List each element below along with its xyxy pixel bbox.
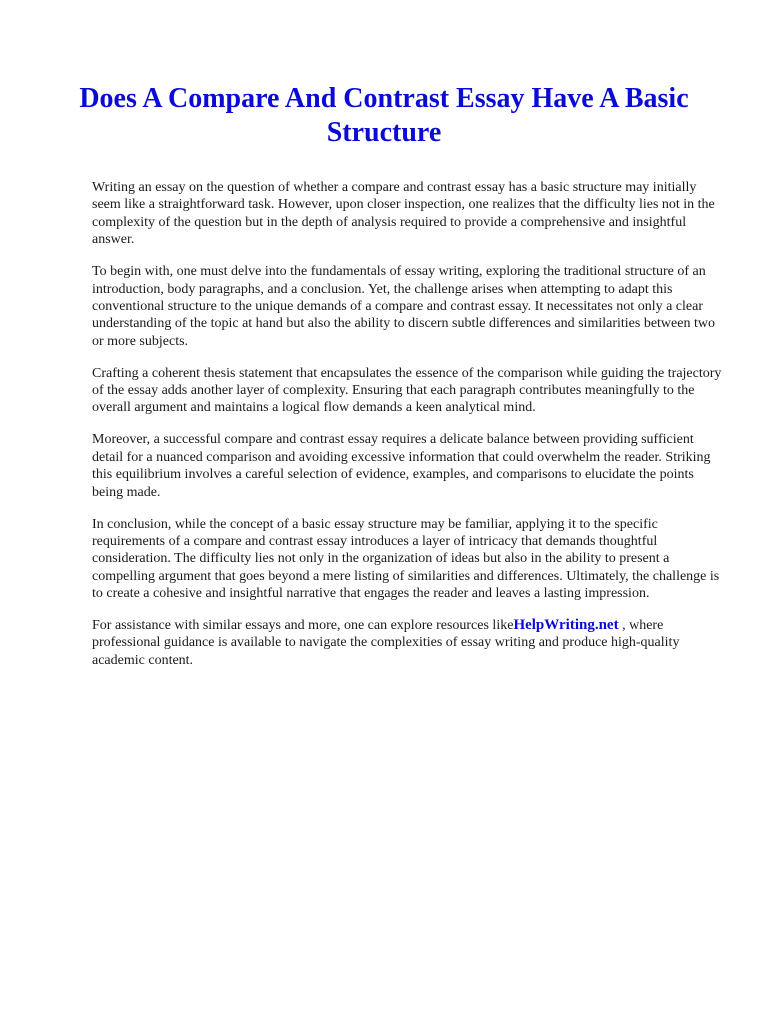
page-title: Does A Compare And Contrast Essay Have A Basic Structure: [79, 83, 689, 148]
paragraph-6-after-link: , where professional guidance is available to navigate the complexities of essay writing and produce high-quality academic content.: [92, 618, 680, 668]
paragraph-6: [92, 617, 722, 669]
paragraph-1: Writing an essay on the question of whether a compare and contrast essay has a basic structure may initially seem like a straightforward task. However, upon closer inspection, one realizes that the difficulty lies not in the complexity of the question but in the depth of analysis required to provide a comprehensive and insightful answer.: [92, 180, 715, 248]
paragraph-3: Crafting a coherent thesis statement that encapsulates the essence of the comparison while guiding the trajectory of the essay adds another layer of complexity. Ensuring that each paragraph contributes meaningfully to the overall argument and maintains a logical flow demands a keen analytical mind.: [92, 365, 722, 416]
paragraph-6-before-link: For assistance with similar essays and more, one can explore resources like: [92, 618, 514, 634]
paragraph-5: In conclusion, while the concept of a basic essay structure may be familiar, applying it to the specific requirements of a compare and contrast essay introduces a layer of intricacy that demands thoughtful consideration. The difficulty lies not only in the organization of ideas but also in the ability to present a compelling argument that goes beyond a mere listing of similarities and differences. Ultimately, the challenge is to create a cohesive and insightful narrative that engages the reader and leaves a lasting impression.: [92, 516, 720, 602]
paragraph-2: To begin with, one must delve into the fundamentals of essay writing, exploring the traditional structure of an introduction, body paragraphs, and a conclusion. Yet, the challenge arises when attempting to adapt this conventional structure to the unique demands of a compare and contrast essay. It necessitates not only a clear understanding of the topic at hand but also the ability to discern subtle differences and similarities between two or more subjects.: [92, 264, 715, 349]
helpwriting-link[interactable]: HelpWriting.net: [513, 617, 619, 634]
essay-body: [92, 179, 722, 684]
paragraph-4: Moreover, a successful compare and contrast essay requires a delicate balance between providing sufficient detail for a nuanced comparison and avoiding excessive information that could overwhelm the reader. Striking this equilibrium involves a careful selection of evidence, examples, and comparisons to elucidate the points being made.: [92, 432, 711, 500]
